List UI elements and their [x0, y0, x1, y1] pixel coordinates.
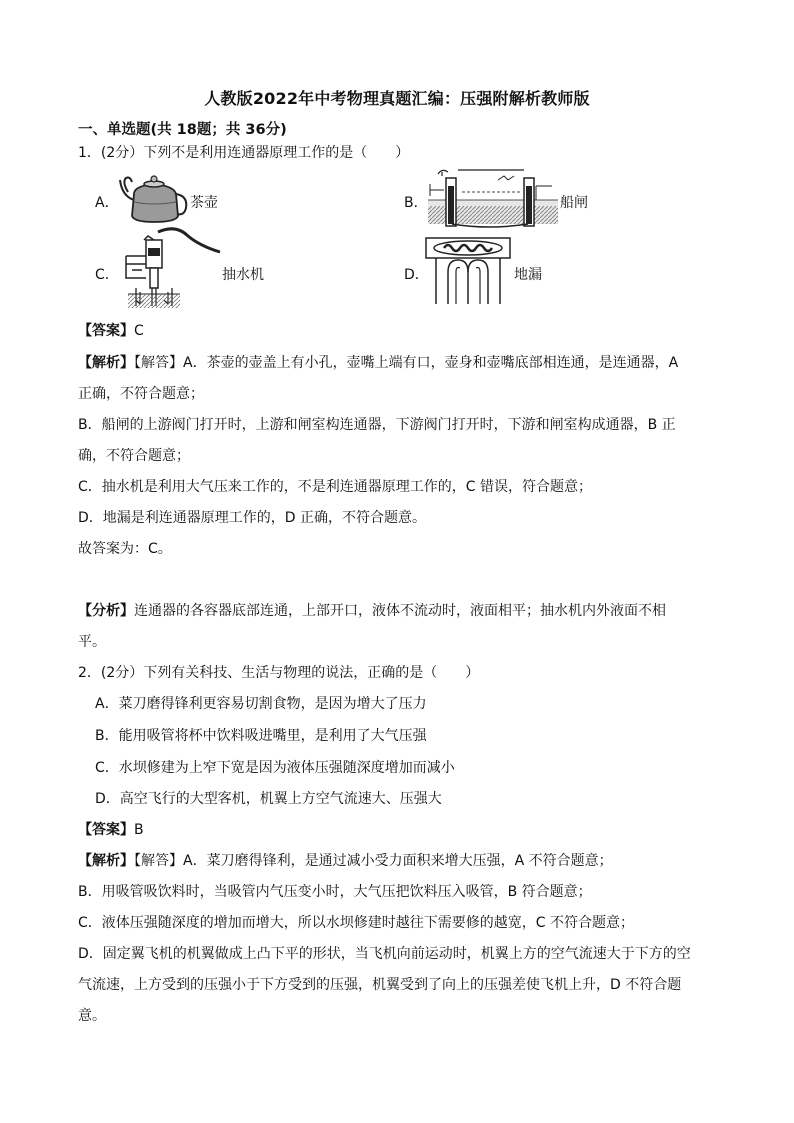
q2-option-a: A．菜刀磨得锋利更容易切割食物，是因为增大了压力	[95, 696, 427, 712]
analysis-tag: 【解析】	[78, 355, 134, 371]
q1-option-c-caption: 抽水机	[222, 267, 264, 283]
answer-tag: 【答案】	[78, 323, 134, 339]
ship-lock-icon	[428, 166, 558, 232]
q2-analysis-line-5: 气流速，上方受到的压强小于下方受到的压强，机翼受到了向上的压强差使飞机上升，D 不符合题	[78, 977, 682, 993]
q2-analysis-line-1	[78, 851, 613, 871]
q2-analysis-line-4: D．固定翼飞机的机翼做成上凸下平的形状，当飞机向前运动时，机翼上方的空气流速大于下方的空	[78, 946, 691, 962]
explain-tag: 【解答】	[134, 853, 183, 869]
water-pump-icon	[118, 226, 220, 314]
teapot-icon	[120, 172, 192, 226]
q1-analysis-line-4: 确，不符合题意；	[78, 448, 190, 464]
q1-option-a-letter: A．	[95, 195, 119, 211]
answer-tag: 【答案】	[78, 822, 134, 838]
floor-drain-icon	[426, 232, 510, 306]
q2-option-d: D．高空飞行的大型客机，机翼上方空气流速大、压强大	[95, 791, 442, 807]
q1-option-b-caption: 船闸	[560, 195, 588, 211]
analysis-text: A．菜刀磨得锋利，是通过减小受力面积来增大压强，A 不符合题意；	[183, 853, 613, 869]
document-title: 人教版2022年中考物理真题汇编：压强附解析教师版	[204, 89, 590, 108]
q1-analysis-line-3: B．船闸的上游阀门打开时，上游和闸室构连通器，下游阀门打开时，下游和闸室构成通器，B 正	[78, 417, 676, 433]
summary-text: 连通器的各容器底部连通，上部开口，液体不流动时，液面相平；抽水机内外液面不相	[134, 603, 666, 619]
q2-answer	[78, 820, 144, 840]
answer-value: C	[134, 323, 144, 339]
answer-value: B	[134, 822, 144, 838]
q2-analysis-line-6: 意。	[78, 1008, 106, 1024]
q1-analysis-line-5: C．抽水机是利用大气压来工作的，不是利连通器原理工作的，C 错误，符合题意；	[78, 479, 592, 495]
analysis-tag: 【解析】	[78, 853, 134, 869]
q1-option-a-caption: 茶壶	[190, 195, 218, 211]
q1-option-d-letter: D．	[404, 267, 429, 283]
q2-analysis-line-3: C．液体压强随深度的增加而增大，所以水坝修建时越往下需要修的越宽，C 不符合题意；	[78, 915, 634, 931]
q1-summary-line-2: 平。	[78, 634, 106, 650]
q2-stem: 2．(2分）下列有关科技、生活与物理的说法，正确的是（ ）	[78, 665, 480, 681]
q1-analysis-line-1	[78, 353, 678, 373]
q1-option-b-letter: B．	[404, 195, 428, 211]
summary-tag: 【分析】	[78, 603, 134, 619]
q1-stem: 1．(2分）下列不是利用连通器原理工作的是（ ）	[78, 145, 410, 161]
explain-tag: 【解答】	[134, 355, 183, 371]
q1-option-d-caption: 地漏	[514, 267, 542, 283]
analysis-text: A．茶壶的壶盖上有小孔，壶嘴上端有口，壶身和壶嘴底部相连通，是连通器，A	[183, 355, 679, 371]
q1-summary-line-1	[78, 601, 666, 621]
q1-answer	[78, 321, 144, 341]
q1-analysis-line-7: 故答案为：C。	[78, 541, 172, 557]
q2-option-b: B．能用吸管将杯中饮料吸进嘴里，是利用了大气压强	[95, 728, 427, 744]
q1-analysis-line-6: D．地漏是利连通器原理工作的，D 正确，不符合题意。	[78, 510, 427, 526]
q2-analysis-line-2: B．用吸管吸饮料时，当吸管内气压变小时，大气压把饮料压入吸管，B 符合题意；	[78, 884, 592, 900]
q1-option-c-letter: C．	[95, 267, 119, 283]
section-heading: 一、单选题(共 18题；共 36分)	[78, 122, 287, 138]
q2-option-c: C．水坝修建为上窄下宽是因为液体压强随深度增加而减小	[95, 760, 455, 776]
q1-analysis-line-2: 正确，不符合题意；	[78, 386, 204, 402]
